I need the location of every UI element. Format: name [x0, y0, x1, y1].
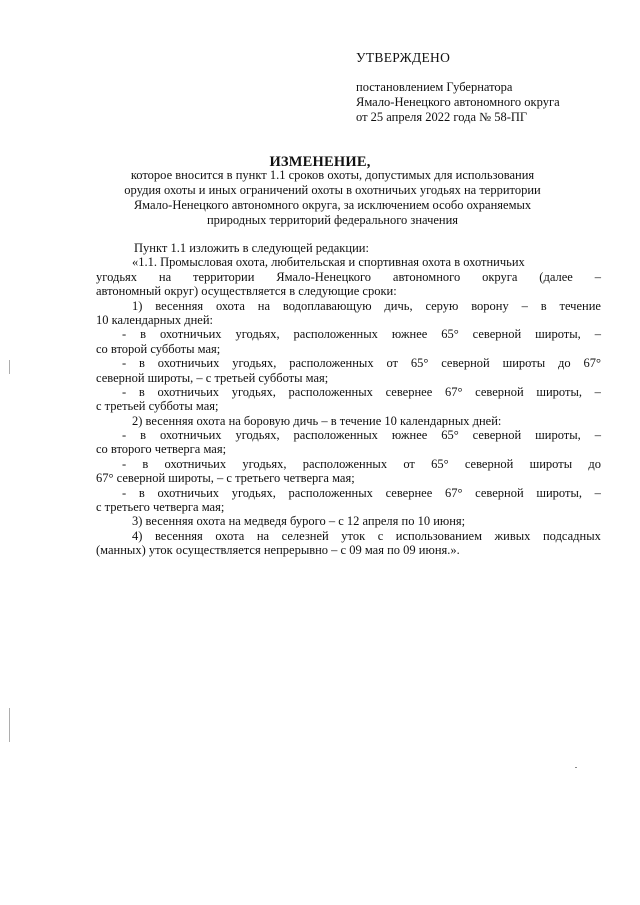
line-text: Пункт 1.1 изложить в следующей редакции: [134, 241, 369, 255]
word: 67° [444, 384, 463, 399]
word: округа [482, 269, 518, 284]
word: в [138, 384, 145, 399]
line-text: со второго четверга мая; [96, 442, 227, 457]
word: - [122, 356, 127, 371]
word: территории [193, 269, 255, 284]
word: северной [441, 356, 490, 371]
word: в [139, 356, 145, 371]
word: северной [472, 327, 522, 342]
word: – [594, 485, 601, 500]
word: в [138, 485, 145, 500]
line-text: автономный округ) осуществляется в следующие сроки: [96, 284, 397, 299]
word: расположенных [293, 428, 378, 443]
paragraph-line [96, 500, 601, 514]
word: дичь, [384, 298, 413, 313]
document-body [96, 241, 601, 558]
word: Ямало-Ненецкого [276, 269, 372, 284]
word: до [557, 356, 571, 371]
word: охотничьих [159, 428, 222, 443]
word: угодьях, [235, 428, 280, 443]
word: – [594, 327, 601, 342]
paragraph-line [96, 486, 601, 500]
word: расположенных [302, 456, 388, 471]
word: угодьях, [231, 384, 276, 399]
word: уток [341, 528, 366, 543]
line-text: 2) весенняя охота на боровую дичь – в течение 10 календарных дней: [132, 413, 502, 428]
word: в [140, 428, 147, 443]
subtitle-line: которое вносится в пункт 1.1 сроков охоты, допустимых для использования [130, 168, 535, 182]
word: 65° [441, 428, 459, 443]
word: 65° [441, 327, 459, 342]
word: охотничьих [159, 327, 222, 342]
paragraph-line [96, 399, 601, 413]
word: севернее [385, 485, 433, 500]
word: на [257, 298, 271, 313]
paragraph-line [96, 442, 601, 456]
subtitle-line: Ямало-Ненецкого автономного округа, за исключением особо охраняемых [133, 198, 532, 212]
word: весенняя [154, 528, 203, 543]
word: охотничьих [157, 485, 220, 500]
word: широты [502, 356, 546, 371]
word: - [122, 428, 127, 443]
word: широты [529, 456, 573, 471]
word: автономного [392, 269, 461, 284]
paragraph-line [96, 313, 601, 327]
document-title: ИЗМЕНЕНИЕ, [269, 154, 371, 170]
word: – [594, 269, 601, 284]
word: в [140, 327, 147, 342]
subtitle-line: орудия охоты и иных ограничений охоты в охотничьих угодьях на территории [124, 183, 541, 197]
word: охота [215, 528, 245, 543]
word: - [122, 327, 127, 342]
decree-line: постановлением Губернатора [356, 80, 513, 94]
paragraph-line [96, 543, 601, 557]
paragraph-line [96, 241, 601, 255]
line-text: (манных) уток осуществляется непрерывно – с 09 мая по 09 июня.». [96, 543, 460, 558]
word: угодьях, [242, 456, 287, 471]
approval-stamp: УТВЕРЖДЕНО [356, 50, 451, 65]
paragraph-line [96, 414, 601, 428]
word: южнее [391, 428, 428, 443]
word: водоплавающую [282, 298, 372, 313]
subtitle-line: природных территорий федерального значения [206, 213, 459, 227]
paragraph-line [96, 371, 601, 385]
word: – [594, 384, 601, 399]
line-text: «1.1. Промысловая охота, любительская и спортивная охота в охотничьих [132, 255, 525, 270]
word: угодьях, [235, 327, 280, 342]
word: селезней [281, 528, 329, 543]
paragraph-line [96, 255, 601, 269]
paragraph-line [96, 284, 601, 298]
word: широты, [535, 428, 581, 443]
paragraph-line [96, 529, 601, 543]
word: 67° [583, 356, 601, 371]
paragraph-line [96, 457, 601, 471]
word: 1) [132, 298, 143, 313]
paragraph-line [96, 356, 601, 370]
word: северной [464, 456, 514, 471]
word: 65° [431, 456, 449, 471]
word: подсадных [542, 528, 601, 543]
word: северной [475, 384, 524, 399]
word: в [142, 456, 149, 471]
word: 4) [132, 528, 143, 543]
word: – [521, 298, 528, 313]
paragraph-line [96, 514, 601, 528]
word: (далее [539, 269, 573, 284]
word: 67° [444, 485, 463, 500]
word: до [588, 456, 601, 471]
line-text: с третьей субботы мая; [96, 399, 219, 414]
word: расположенных [289, 356, 374, 371]
line-text: 10 календарных дней: [96, 312, 214, 327]
word: севернее [385, 384, 433, 399]
scan-artifact [9, 360, 10, 374]
word: широты, [535, 327, 581, 342]
decree-reference [356, 80, 560, 125]
word: – [594, 428, 601, 443]
word: использованием [395, 528, 482, 543]
word: охотничьих [157, 356, 220, 371]
word: - [122, 456, 127, 471]
word: широты, [536, 485, 582, 500]
paragraph-line [96, 471, 601, 485]
word: охота [215, 298, 245, 313]
word: южнее [391, 327, 428, 342]
word: северной [472, 428, 522, 443]
word: от [386, 356, 399, 371]
word: живых [494, 528, 531, 543]
word: в [540, 298, 547, 313]
decree-line: Ямало-Ненецкого автономного округа [356, 95, 560, 109]
line-text: северной широты, – с третьей субботы мая; [96, 370, 329, 385]
scan-artifact [9, 708, 10, 742]
word: угодьях [96, 269, 138, 284]
word: с [377, 528, 384, 543]
word: угодьях, [232, 356, 277, 371]
word: на [256, 528, 270, 543]
scan-artifact [575, 767, 577, 768]
word: серую [425, 298, 459, 313]
word: 65° [410, 356, 429, 371]
paragraph-line [96, 270, 601, 284]
word: расположенных [288, 384, 373, 399]
paragraph-line [96, 299, 601, 313]
word: весенняя [155, 298, 204, 313]
decree-line: от 25 апреля 2022 года № 58-ПГ [356, 110, 528, 124]
line-text: 67° северной широты, – с третьего четверга мая; [96, 471, 355, 486]
word: угодьях, [231, 485, 276, 500]
word: охотничьих [157, 384, 220, 399]
paragraph-line [96, 385, 601, 399]
line-text: 3) весенняя охота на медведя бурого – с 12 апреля по 10 июня; [132, 514, 466, 529]
paragraph-line [96, 327, 601, 341]
word: ворону [471, 298, 509, 313]
word: расположенных [293, 327, 378, 342]
paragraph-line [96, 342, 601, 356]
word: охотничьих [164, 456, 227, 471]
line-text: со второй субботы мая; [96, 341, 221, 356]
word: от [403, 456, 415, 471]
paragraph-line [96, 428, 601, 442]
word: широты, [536, 384, 582, 399]
line-text: с третьего четверга мая; [96, 500, 225, 515]
word: течение [559, 298, 601, 313]
word: - [122, 485, 127, 500]
word: северной [475, 485, 524, 500]
word: расположенных [288, 485, 373, 500]
word: на [158, 269, 172, 284]
document-subtitle [80, 168, 585, 228]
word: - [122, 384, 127, 399]
